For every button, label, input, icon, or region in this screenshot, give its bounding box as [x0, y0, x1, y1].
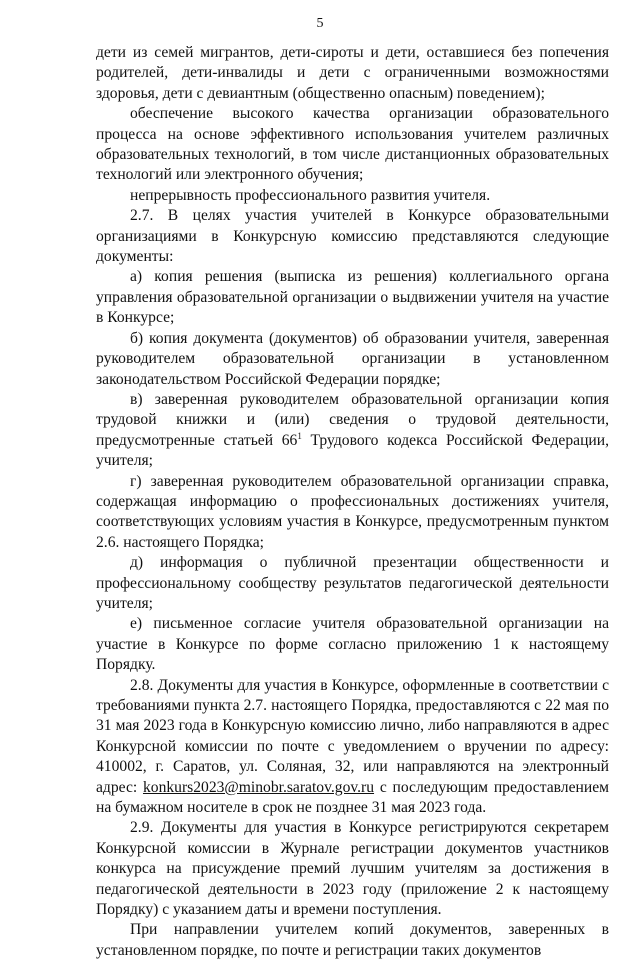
document-body: [96, 43, 609, 961]
paragraph-mail-submission: При направлении учителем копий документов, заверенных в установленном порядке, по почте и регистрации таких документов: [96, 921, 609, 959]
paragraph-item-v: [96, 390, 609, 472]
paragraph-item-a: а) копия решения (выписка из решения) коллегиального органа управления образовательной организации о выдвижении учителя на участие в Конкурсе;: [96, 268, 609, 327]
footnote-superscript: 1: [297, 430, 302, 441]
email-link[interactable]: konkurs2023@minobr.saratov.gov.ru: [142, 778, 375, 796]
paragraph-item-d: д) информация о публичной презентации общественности и профессиональному сообществу результатов педагогической деятельности учителя;: [96, 554, 609, 612]
paragraph-2-7: 2.7. В целях участия учителей в Конкурсе образовательными организациями в Конкурсную комиссию представляются следующие документы:: [96, 207, 609, 266]
paragraph-development: непрерывность профессионального развития учителя.: [130, 186, 491, 204]
paragraph-item-e: е) письменное согласие учителя образовательной организации на участие в Конкурсе по форме согласно приложению 1 к настоящему Порядку.: [96, 615, 609, 674]
p28-text: 2.8. Документы для участия в Конкурсе, оформленные в соответствии с требованиями пункта 2.7. настоящего Порядка, предоставляются с 22 мая по 31 мая 2023 года в Конкурсную комиссию лично, либо направляются в адрес Конкурсной комиссии по почте с уведомлением о вручении по адресу: 410002, г. Саратов, ул. Соляная, 32, или направляются на электронный адрес:: [96, 676, 609, 796]
paragraph-2-9: 2.9. Документы для участия в Конкурсе регистрируются секретарем Конкурсной комиссии в Журнале регистрации документов участников конкурса на присуждение премий лучшим учителям за достижения в педагогической деятельности в 2023 году (приложение 2 к настоящему Порядку) с указанием даты и времени поступления.: [96, 819, 609, 919]
page-number: 5: [316, 16, 324, 31]
paragraph-quality: обеспечение высокого качества организации образовательного процесса на основе эффективного использования учителем различных образовательных технологий, в том числе дистанционных образовательных технологий или электронного обучения;: [96, 105, 609, 184]
paragraph-item-b: б) копия документа (документов) об образовании учителя, заверенная руководителем образовательной организации в установленном законодательством Российской Федерации порядке;: [96, 329, 609, 388]
item-v-text-end: Трудового кодекса Российской Федерации, учителя;: [96, 431, 610, 470]
item-v-text: в) заверенная руководителем образовательной организации копия трудовой книжки и (или) сведения о трудовой деятельности, предусмотренные статьей 66: [96, 390, 609, 449]
paragraph-2-8: [96, 676, 609, 819]
p28-text-end: с последующим предоставлением на бумажном носителе в срок не позднее 31 мая 2023 года.: [96, 778, 609, 817]
paragraph-categories: дети из семей мигрантов, дети-сироты и дети, оставшиеся без попечения родителей, дети-инвалиды и дети с ограниченными возможностями здоровья, дети с девиантным (общественно опасным) поведением);: [96, 44, 609, 102]
paragraph-item-g: г) заверенная руководителем образовательной организации справка, содержащая информацию о профессиональных достижениях учителя, соответствующих условиям участия в Конкурсе, предусмотренным пунктом 2.6. настоящего Порядка;: [96, 472, 609, 551]
